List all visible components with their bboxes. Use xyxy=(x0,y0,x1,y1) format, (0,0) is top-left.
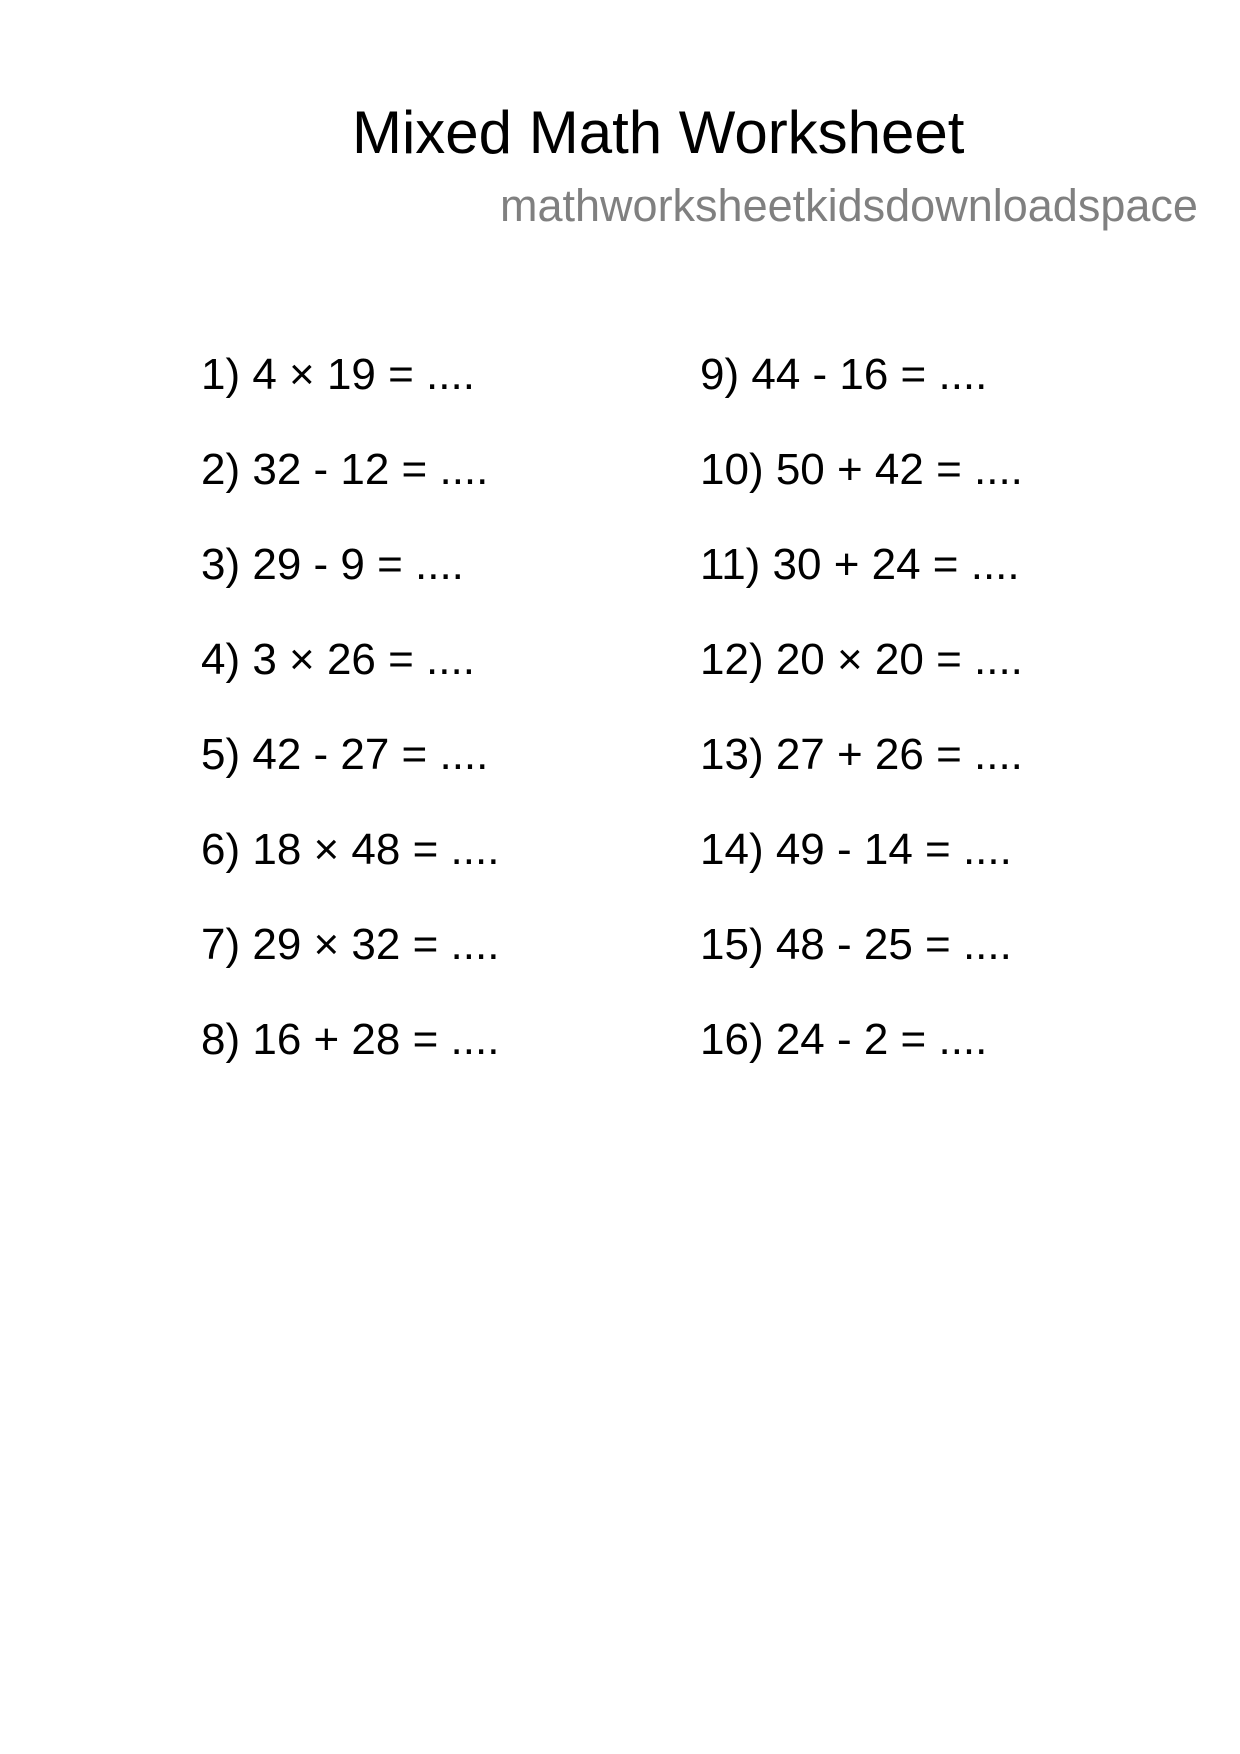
worksheet-title: Mixed Math Worksheet xyxy=(352,99,965,166)
problem-16: 16) 24 - 2 = .... xyxy=(700,1015,988,1064)
problem-4: 4) 3 × 26 = .... xyxy=(201,635,475,684)
problem-10: 10) 50 + 42 = .... xyxy=(700,445,1023,494)
problem-12: 12) 20 × 20 = .... xyxy=(700,635,1023,684)
problem-3: 3) 29 - 9 = .... xyxy=(201,540,464,589)
worksheet-source-watermark: mathworksheetkidsdownloadspace xyxy=(500,180,1198,231)
problem-11: 11) 30 + 24 = .... xyxy=(700,540,1020,589)
problem-2: 2) 32 - 12 = .... xyxy=(201,445,489,494)
problem-1: 1) 4 × 19 = .... xyxy=(201,350,475,399)
problem-9: 9) 44 - 16 = .... xyxy=(700,350,988,399)
problems-column-right xyxy=(700,350,1023,1110)
problem-6: 6) 18 × 48 = .... xyxy=(201,825,500,874)
problem-5: 5) 42 - 27 = .... xyxy=(201,730,489,779)
problem-8: 8) 16 + 28 = .... xyxy=(201,1015,500,1064)
problem-14: 14) 49 - 14 = .... xyxy=(700,825,1012,874)
problem-15: 15) 48 - 25 = .... xyxy=(700,920,1012,969)
problem-7: 7) 29 × 32 = .... xyxy=(201,920,500,969)
problem-13: 13) 27 + 26 = .... xyxy=(700,730,1023,779)
problems-column-left xyxy=(201,350,499,1110)
